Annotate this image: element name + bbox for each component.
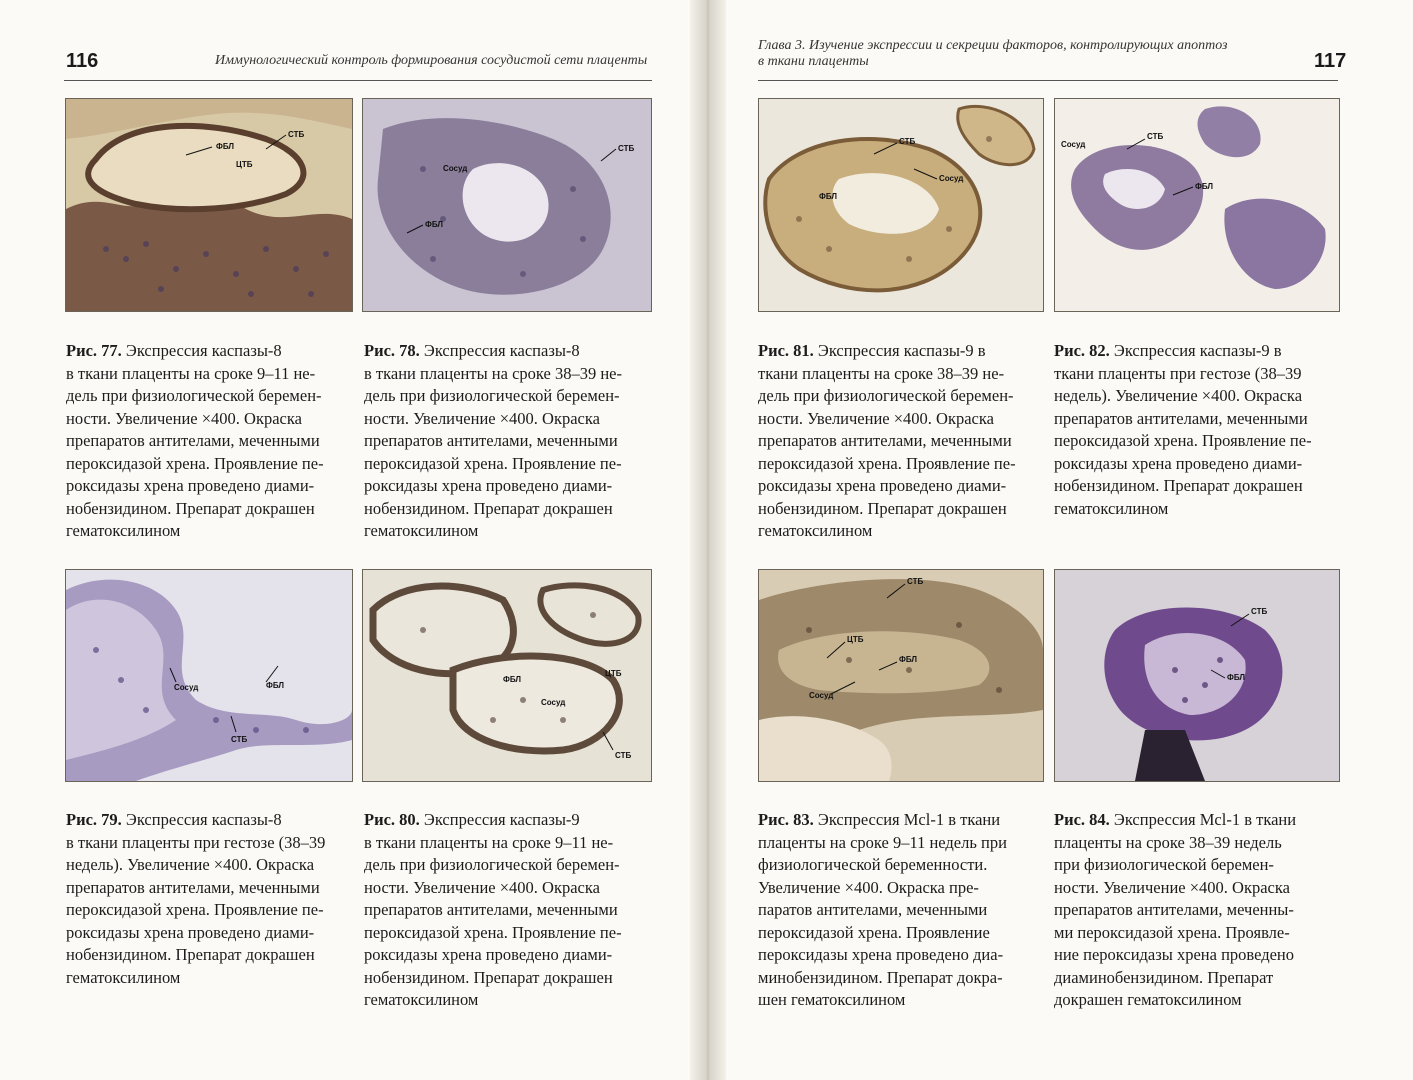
right-header-rule [758, 80, 1338, 81]
figure-83-micrograph [758, 569, 1044, 782]
figure-84-label-1: СТБ [1251, 607, 1268, 616]
figure-82-caption-text: Экспрессия каспазы-9 в ткани плаценты при гестозе (38–39 недель). Увеличение ×400. Окраска препаратов антителами, меченными пероксидазой хрена. Проявление пе- роксидазы хрена проведено диами- нобензидином. Препарат докрашен гематоксилином [1054, 341, 1312, 518]
figure-82-label-3: ФБЛ [1195, 182, 1213, 191]
figure-79-micrograph [65, 569, 353, 782]
figure-82-label-1: Сосуд [1061, 140, 1086, 149]
book-gutter [690, 0, 726, 1080]
figure-78-micrograph [362, 98, 652, 312]
figure-79-label-1: Сосуд [174, 683, 199, 692]
figure-82-caption-label: Рис. 82. [1054, 341, 1110, 360]
left-running-head: Иммунологический контроль формирования сосудистой сети плаценты [215, 53, 648, 68]
figure-80-micrograph [362, 569, 652, 782]
figure-78-caption-label: Рис. 78. [364, 341, 420, 360]
figure-84-caption [1054, 809, 1344, 1012]
figure-77-caption [66, 340, 356, 543]
figure-84-caption-label: Рис. 84. [1054, 810, 1110, 829]
figure-77-label-2: СТБ [288, 130, 305, 139]
right-page-number: 117 [1314, 50, 1347, 72]
right-running-head-line2: в ткани плаценты [758, 54, 869, 69]
figure-81-caption-text: Экспрессия каспазы-9 в ткани плаценты на сроке 38–39 не- дель при физиологической беремен- ности. Увеличение ×400. Окраска препаратов антителами, меченными пероксидазой хрена. Проявление пе- роксидазы хрена проведено диами- нобензидином. Препарат докрашен гематоксилином [758, 341, 1016, 540]
figure-84-micrograph [1054, 569, 1340, 782]
figure-80-label-4: СТБ [615, 751, 632, 760]
figure-77-caption-text: Экспрессия каспазы-8 в ткани плаценты на сроке 9–11 не- дель при физиологической беремен- ности. Увеличение ×400. Окраска препаратов антителами, меченными пероксидазой хрена. Проявление пе- роксидазы хрена проведено диами- нобензидином. Препарат докрашен гематоксилином [66, 341, 324, 540]
figure-83-label-4: Сосуд [809, 691, 834, 700]
figure-83-caption [758, 809, 1048, 1012]
figure-77-label-3: ЦТБ [236, 160, 253, 169]
figure-82-micrograph [1054, 98, 1340, 312]
figure-79-caption-text: Экспрессия каспазы-8 в ткани плаценты при гестозе (38–39 недель). Увеличение ×400. Окраска препаратов антителами, меченными пероксидазой хрена. Проявление пе- роксидазы хрена проведено диами- нобензидином. Препарат докрашен гематоксилином [66, 810, 326, 987]
figure-83-caption-text: Экспрессия Mcl-1 в ткани плаценты на сроке 9–11 недель при физиологической беременности. Увеличение ×400. Окраска пре- паратов антителами, меченными пероксидазой хрена. Проявление пероксидазы хрена проведено диа- минобензидином. Препарат докра- шен гематоксилином [758, 810, 1007, 1009]
figure-84-label-2: ФБЛ [1227, 673, 1245, 682]
figure-81-micrograph [758, 98, 1044, 312]
figure-80-label-3: ЦТБ [605, 669, 622, 678]
figure-78-label-2: Сосуд [443, 164, 468, 173]
figure-79-caption [66, 809, 356, 989]
figure-82-label-2: СТБ [1147, 132, 1164, 141]
left-page-number: 116 [66, 50, 99, 72]
figure-77-label-1: ФБЛ [216, 142, 234, 151]
right-running-head-line1: Глава 3. Изучение экспрессии и секреции факторов, контролирующих апоптоз [758, 38, 1228, 53]
figure-78-label-3: ФБЛ [425, 220, 443, 229]
figure-78-label-1: СТБ [618, 144, 635, 153]
figure-77-caption-label: Рис. 77. [66, 341, 122, 360]
figure-79-label-3: СТБ [231, 735, 248, 744]
left-header-rule [64, 80, 652, 81]
figure-81-caption-label: Рис. 81. [758, 341, 814, 360]
figure-83-label-3: ФБЛ [899, 655, 917, 664]
figure-83-label-2: ЦТБ [847, 635, 864, 644]
figure-81-caption [758, 340, 1048, 543]
figure-83-caption-label: Рис. 83. [758, 810, 814, 829]
figure-81-label-2: Сосуд [939, 174, 964, 183]
figure-83-label-1: СТБ [907, 577, 924, 586]
figure-80-label-1: ФБЛ [503, 675, 521, 684]
figure-80-caption-text: Экспрессия каспазы-9 в ткани плаценты на сроке 9–11 не- дель при физиологической беремен- ности. Увеличение ×400. Окраска препаратов антителами, меченными пероксидазой хрена. Проявление пе- роксидазы хрена проведено диами- нобензидином. Препарат докрашен гематоксилином [364, 810, 622, 1009]
figure-84-caption-text: Экспрессия Mcl-1 в ткани плаценты на сроке 38–39 недель при физиологической беремен- ности. Увеличение ×400. Окраска препаратов антителами, меченны- ми пероксидазой хрена. Проявле- ние пероксидазы хрена проведено диаминобензидином. Препарат докрашен гематоксилином [1054, 810, 1297, 1009]
figure-77-micrograph [65, 98, 353, 312]
figure-80-label-2: Сосуд [541, 698, 566, 707]
figure-80-caption-label: Рис. 80. [364, 810, 420, 829]
figure-81-label-1: СТБ [899, 137, 916, 146]
figure-78-caption-text: Экспрессия каспазы-8 в ткани плаценты на сроке 38–39 не- дель при физиологической беремен- ности. Увеличение ×400. Окраска препаратов антителами, меченными пероксидазой хрена. Проявление пе- роксидазы хрена проведено диами- нобензидином. Препарат докрашен гематоксилином [364, 341, 622, 540]
figure-80-caption [364, 809, 654, 1012]
figure-79-caption-label: Рис. 79. [66, 810, 122, 829]
figure-78-caption [364, 340, 654, 543]
figure-82-caption [1054, 340, 1344, 520]
figure-81-label-3: ФБЛ [819, 192, 837, 201]
figure-79-label-2: ФБЛ [266, 681, 284, 690]
